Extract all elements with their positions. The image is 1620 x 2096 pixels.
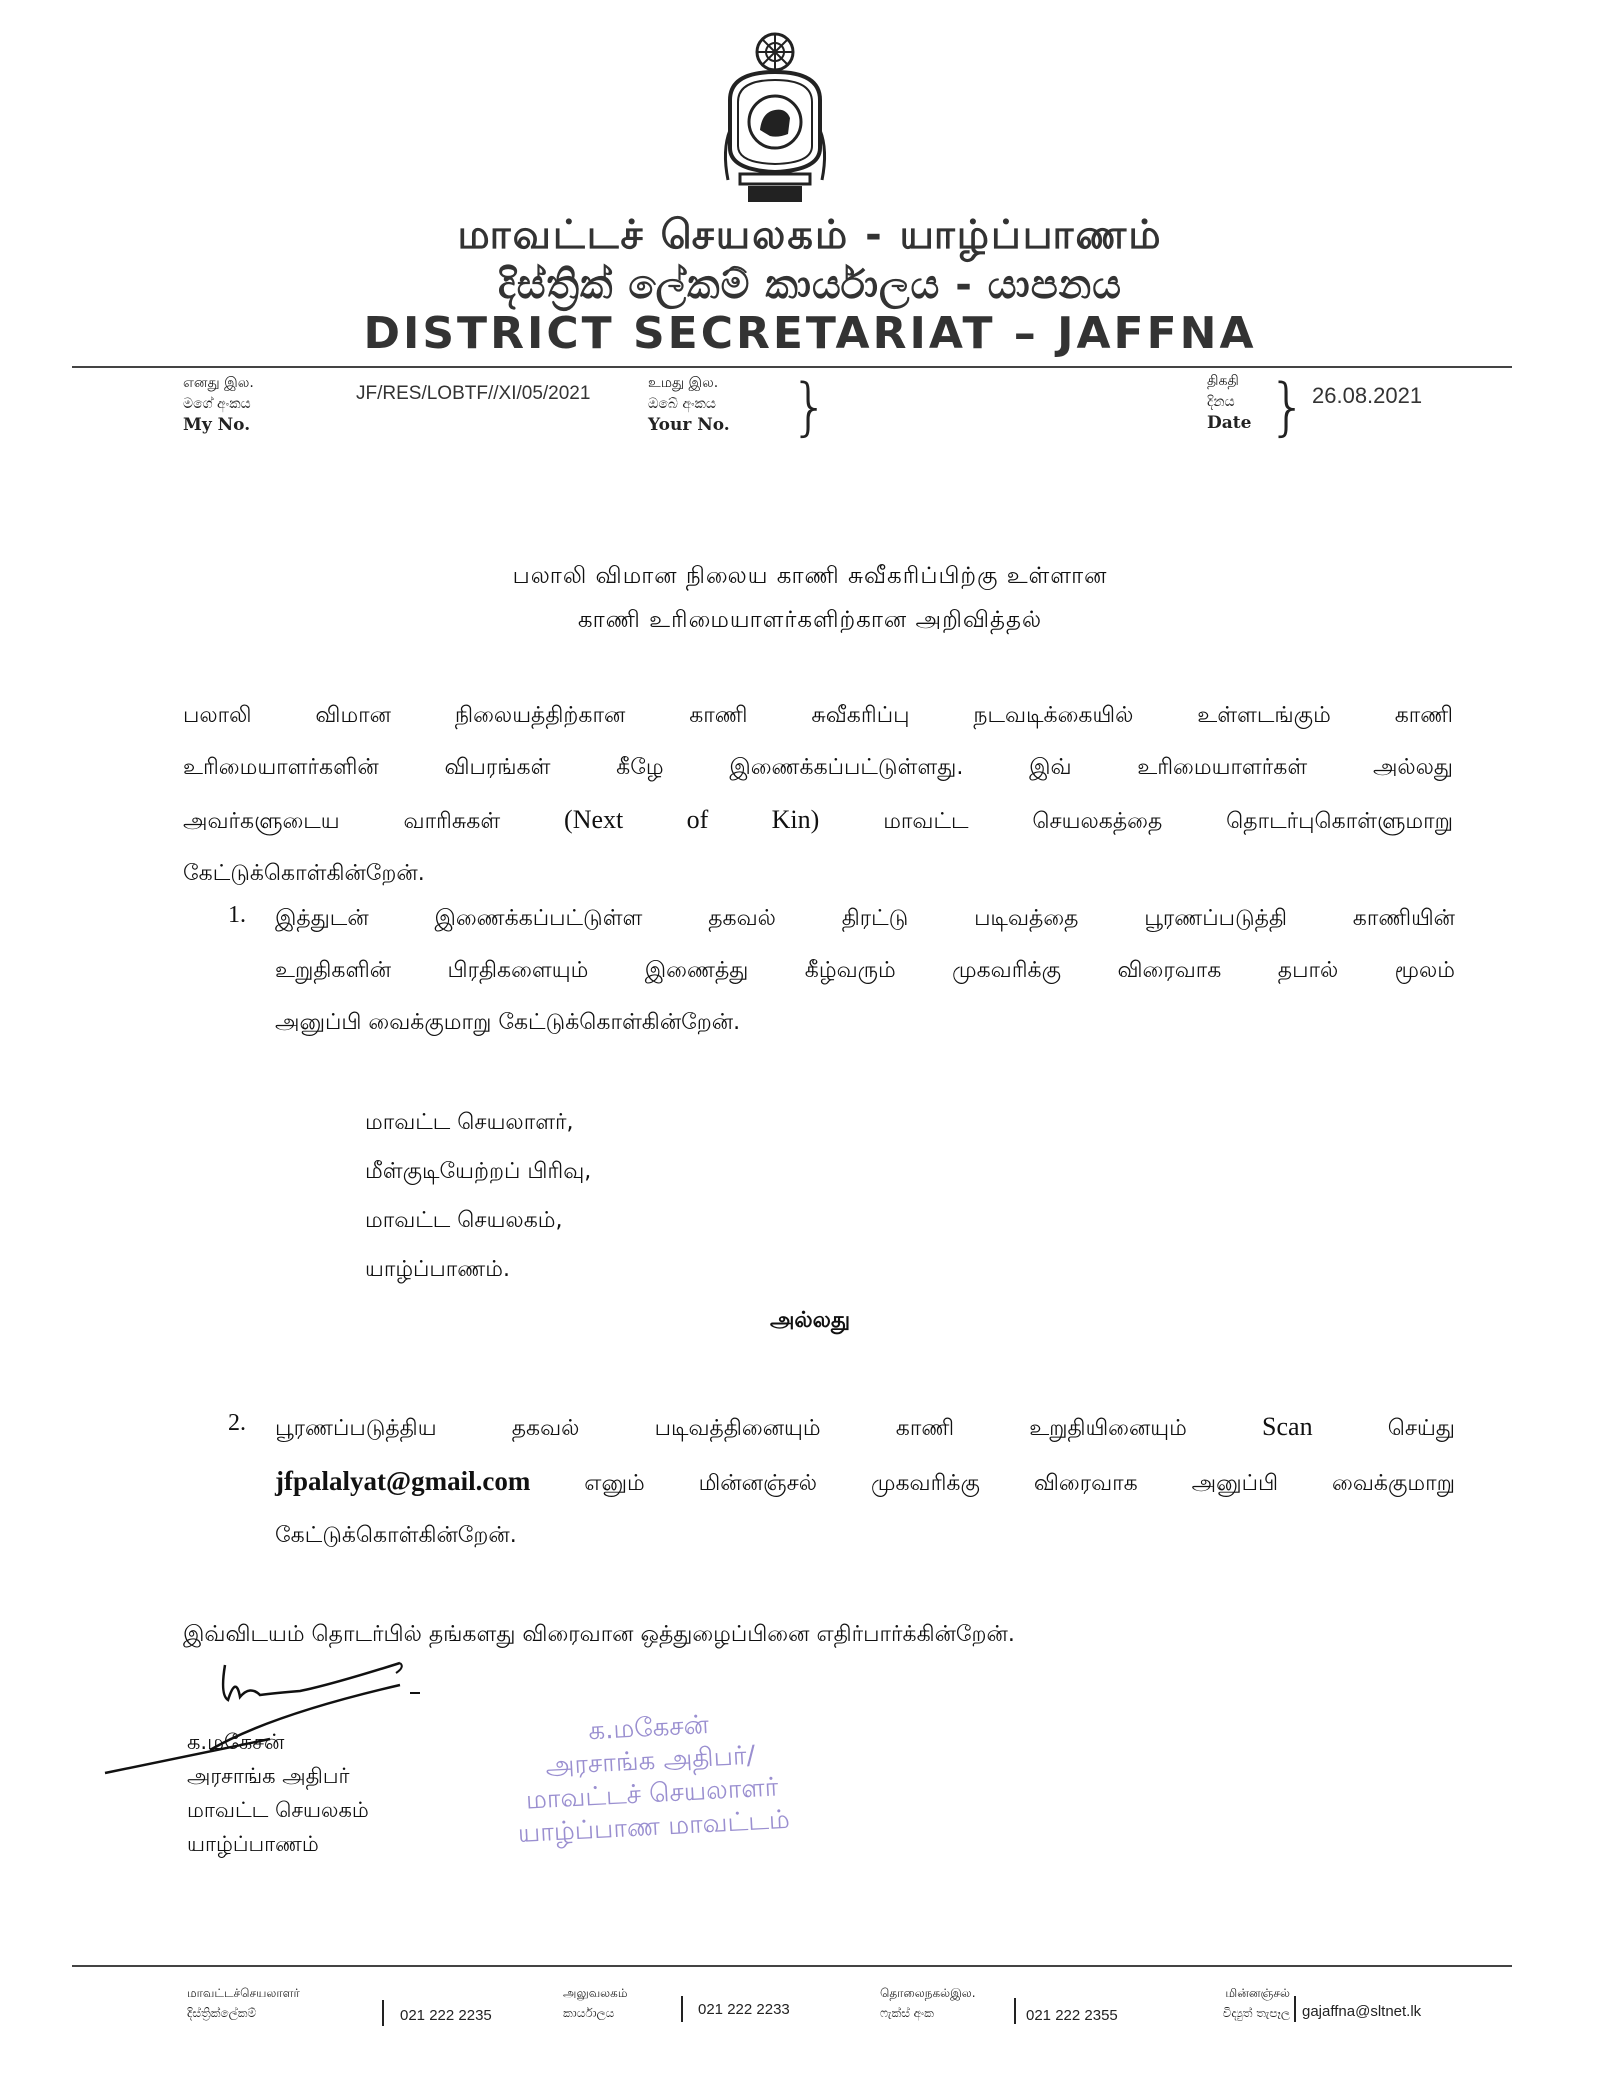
footer-bar bbox=[1294, 1996, 1296, 2022]
date-label: திகதி දිනය Date bbox=[1207, 373, 1252, 433]
date-brace: } bbox=[1268, 370, 1308, 443]
my-no-value: JF/RES/LOBTF//XI/05/2021 bbox=[356, 383, 591, 404]
official-stamp: க.மகேசன் அரசாங்க அதிபர்/ மாவட்டச் செயலாளர் யாழ்ப்பாண மாவட்டம் bbox=[517, 1709, 791, 1850]
footer-office-phone: 021 222 2233 bbox=[698, 2001, 790, 2018]
signer-block: க.மகேசன் அரசாங்க அதிபர் மாவட்ட செயலகம் யாழ்ப்பாணம் bbox=[187, 1730, 369, 1856]
letterhead-title-tamil: மாவட்டச் செயலகம் - யாழ்ப்பாணம் bbox=[457, 212, 1163, 258]
notice-title-line1: பலாலி விமான நிலைய காணி சுவீகரிப்பிற்கு உள்ளான bbox=[512, 563, 1108, 589]
your-no-brace: } bbox=[790, 370, 830, 443]
footer-district-secretary-phone: 021 222 2235 bbox=[400, 2007, 492, 2024]
notice-title-line2: காணி உரிமையாளர்களிற்கான அறிவித்தல் bbox=[577, 607, 1043, 633]
letterhead-title-sinhala: දිස්ත්‍රික් ලේකම් කාර්යාලය - යාපනය bbox=[497, 262, 1123, 308]
footer-bar bbox=[382, 2000, 384, 2026]
footer-email-label: மின்னஞ்சல் විද්‍යුත් තැපෑල bbox=[1222, 1986, 1290, 2020]
sri-lanka-emblem bbox=[700, 30, 850, 210]
footer-bar bbox=[681, 1996, 683, 2022]
footer-fax-label: தொலைநகல்இல. ෆැක්ස් අංක bbox=[880, 1986, 976, 2020]
my-no-label: எனது இல. මගේ අංකය My No. bbox=[183, 375, 254, 435]
contact-email: jfpalalyat@gmail.com bbox=[275, 1466, 531, 1496]
item2-number: 2. bbox=[228, 1410, 246, 1436]
item1-number: 1. bbox=[228, 902, 246, 928]
footer-office-label: அலுவலகம் කාර්යාලය bbox=[563, 1986, 628, 2020]
your-no-label: உமது இல. ඔබේ අංකය Your No. bbox=[648, 375, 730, 435]
footer-district-secretary-label: மாவட்டச்செயலாளர் දිස්ත්‍රික්ලේකම් bbox=[187, 1986, 300, 2020]
closing-sentence: இவ்விடயம் தொடர்பில் தங்களது விரைவான ஒத்துழைப்பினை எதிர்பார்க்கின்றேன். bbox=[183, 1622, 1015, 1647]
intro-paragraph: பலாலி விமான நிலையத்திற்கான காணி சுவீகரிப்பு நடவடிக்கையில் உள்ளடங்கும் காணி உரிமையாளர்களின் விபரங்கள் கீழே இணைக்கப்பட்டுள்ளது. இவ் உரிமையாளர்கள் அல்லது அவர்களுடைய வாரிசுகள் (Next of Kin) மாவட்ட செயலகத்தை தொடர்புகொள்ளுமாறு கேட்டுக்கொள்கின்றேன். bbox=[183, 703, 1454, 886]
footer-divider bbox=[72, 1965, 1512, 1967]
item1-text: இத்துடன் இணைக்கப்பட்டுள்ள தகவல் திரட்டு படிவத்தை பூரணப்படுத்தி காணியின் உறுதிகளின் பிரதிகளையும் இணைத்து கீழ்வரும் முகவரிக்கு விரைவாக தபால் மூலம் அனுப்பி வைக்குமாறு கேட்டுக்கொள்கின்றேன். bbox=[275, 906, 1455, 1035]
footer-fax-phone: 021 222 2355 bbox=[1026, 2007, 1118, 2024]
item2-text: பூரணப்படுத்திய தகவல் படிவத்தினையும் காணி உறுதியினையும் Scan செய்து jfpalalyat@gmail.com எனும் மின்னஞ்சல் முகவரிக்கு விரைவாக அனுப்பி வைக்குமாறு கேட்டுக்கொள்கின்றேன். bbox=[275, 1412, 1455, 1548]
footer-bar bbox=[1014, 1998, 1016, 2024]
letterhead-title-english: DISTRICT SECRETARIAT – JAFFNA bbox=[363, 308, 1257, 359]
or-separator: அல்லது bbox=[769, 1308, 851, 1333]
header-divider bbox=[72, 366, 1512, 368]
date-value: 26.08.2021 bbox=[1312, 383, 1423, 408]
footer-email: gajaffna@sltnet.lk bbox=[1302, 2003, 1422, 2020]
address-block: மாவட்ட செயலாளர், மீள்குடியேற்றப் பிரிவு, மாவட்ட செயலகம், யாழ்ப்பாணம். bbox=[365, 1110, 592, 1282]
